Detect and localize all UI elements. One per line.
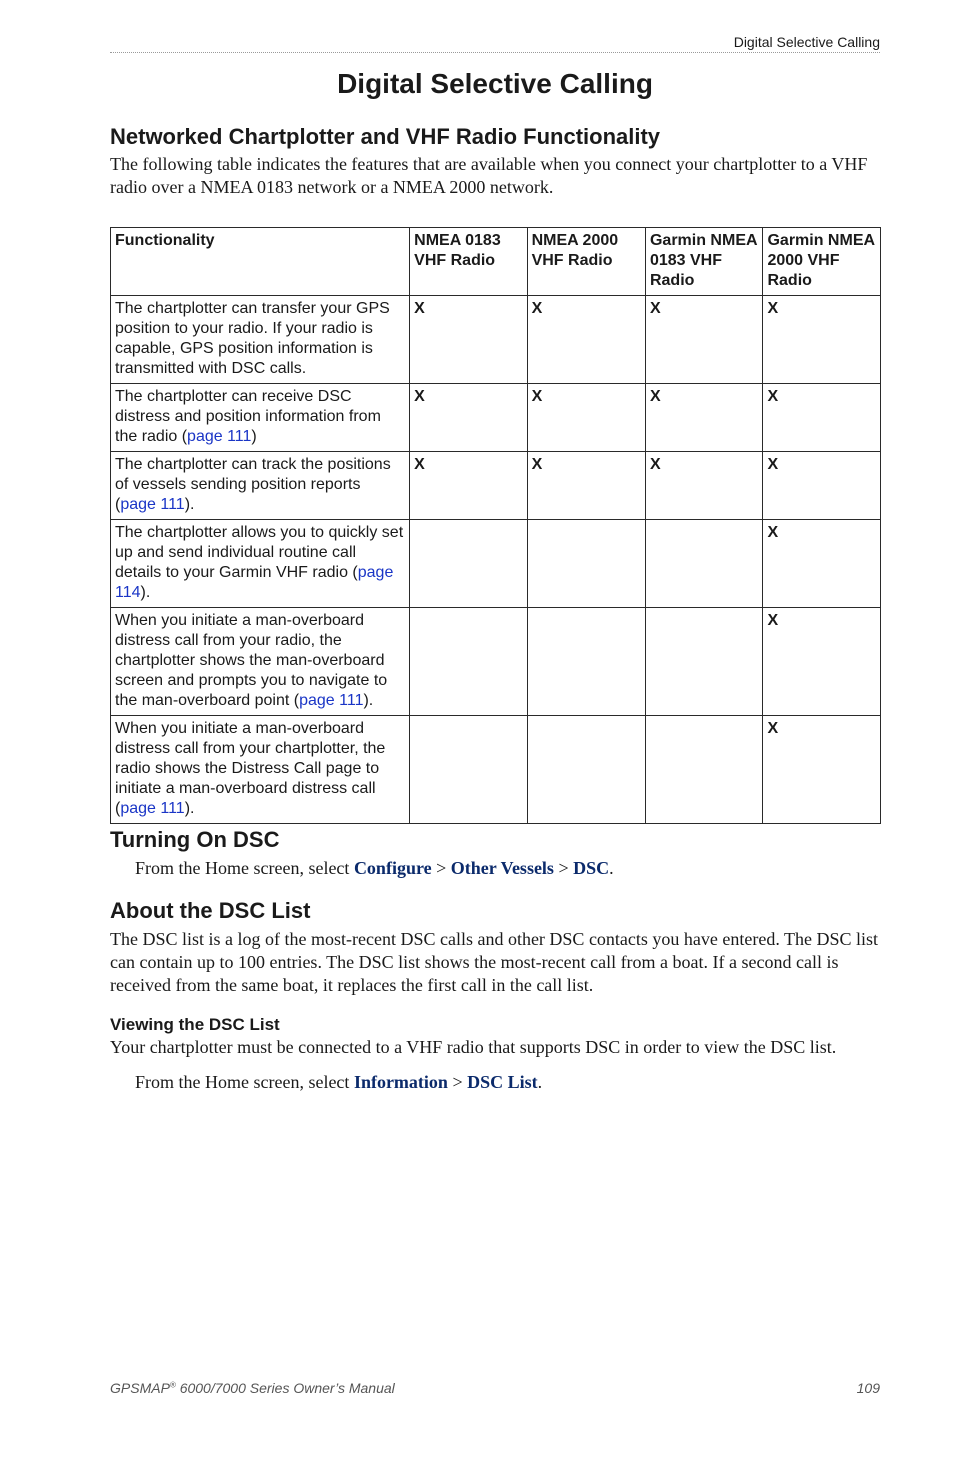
- header-garmin-nmea2000: Garmin NMEA 2000 VHF Radio: [763, 228, 881, 296]
- registered-mark: ®: [169, 1380, 176, 1390]
- row-description: [111, 608, 410, 716]
- page-link[interactable]: page 111: [120, 496, 185, 513]
- mark-cell: X: [645, 452, 763, 520]
- table-row: [111, 520, 881, 608]
- functionality-table: [110, 227, 881, 824]
- row-description: [111, 716, 410, 824]
- mark-cell: X: [763, 520, 881, 608]
- description-tail: ).: [140, 584, 151, 601]
- description-text: When you initiate a man-overboard distress call from your chartplotter, the radio shows the Distress Call page to initiate a man-overboard distress call (: [115, 720, 386, 817]
- step-turning-on-dsc: [135, 857, 910, 880]
- menu-separator: >: [431, 858, 451, 878]
- mark-cell: X: [410, 296, 527, 384]
- menu-configure[interactable]: Configure: [353, 858, 432, 878]
- menu-separator: >: [553, 858, 574, 878]
- footer-product: GPSMAP: [110, 1380, 170, 1396]
- mark-cell: X: [527, 296, 645, 384]
- mark-cell: [645, 608, 763, 716]
- mark-cell: [410, 716, 527, 824]
- page-link[interactable]: page 111: [299, 692, 364, 709]
- page-link[interactable]: page 111: [120, 800, 185, 817]
- step-viewing-dsc-list: [135, 1071, 910, 1094]
- section-heading-about-dsc-list: About the DSC List: [110, 898, 311, 923]
- mark-cell: X: [410, 452, 527, 520]
- mark-cell: X: [645, 296, 763, 384]
- row-description: [111, 384, 410, 452]
- section-intro: The following table indicates the features that are available when you connect your chartplotter to a VHF radio over a NMEA 0183 network or a NMEA 2000 network.: [110, 154, 868, 197]
- mark-cell: X: [763, 608, 881, 716]
- mark-cell: [645, 520, 763, 608]
- description-text: The chartplotter can track the positions of vessels sending position reports (: [115, 456, 391, 513]
- table-row: [111, 296, 881, 384]
- header-nmea0183: NMEA 0183 VHF Radio: [410, 228, 527, 296]
- section-heading-networked: Networked Chartplotter and VHF Radio Functionality: [110, 124, 661, 149]
- page-link[interactable]: page 111: [187, 428, 252, 445]
- menu-separator: >: [447, 1072, 468, 1092]
- dsc-list-description: The DSC list is a log of the most-recent DSC calls and other DSC contacts you have entered. The DSC list can contain up to 100 entries. The DSC list shows the most-recent call from a boat. If a second call is received from the same boat, it replaces the first call in the call list.: [110, 929, 879, 995]
- mark-cell: [410, 608, 527, 716]
- description-text: When you initiate a man-overboard distress call from your radio, the chartplotter shows the man-overboard screen and prompts you to navigate to the man-overboard point (: [115, 612, 388, 709]
- table-row: [111, 608, 881, 716]
- header-functionality: Functionality: [111, 228, 410, 296]
- step-end: .: [609, 858, 614, 878]
- row-description: [111, 296, 410, 384]
- header-nmea2000: NMEA 2000 VHF Radio: [527, 228, 645, 296]
- mark-cell: X: [763, 296, 881, 384]
- mark-cell: X: [763, 716, 881, 824]
- table-header-row: [111, 228, 881, 296]
- description-tail: ).: [184, 800, 195, 817]
- section-heading-turning-on-dsc: Turning On DSC: [110, 827, 280, 852]
- description-text: The chartplotter can transfer your GPS position to your radio. If your radio is capable, GPS position information is transmitted with DSC calls.: [115, 300, 390, 377]
- description-tail: ): [251, 428, 257, 445]
- description-text: The chartplotter allows you to quickly set up and send individual routine call details to your Garmin VHF radio (: [115, 524, 404, 581]
- menu-dsc-list[interactable]: DSC List: [467, 1072, 538, 1092]
- mark-cell: X: [763, 452, 881, 520]
- step-end: .: [537, 1072, 543, 1092]
- mark-cell: X: [527, 384, 645, 452]
- mark-cell: X: [527, 452, 645, 520]
- table-row: [111, 716, 881, 824]
- mark-cell: X: [645, 384, 763, 452]
- description-text: The chartplotter can receive DSC distress and position information from the radio (: [115, 388, 381, 445]
- mark-cell: [645, 716, 763, 824]
- mark-cell: [410, 520, 527, 608]
- table-row: [111, 452, 881, 520]
- mark-cell: [527, 608, 645, 716]
- step-text: From the Home screen, select: [135, 1072, 354, 1092]
- page-footer: [110, 1380, 880, 1396]
- mark-cell: X: [410, 384, 527, 452]
- description-tail: ).: [184, 496, 195, 513]
- page-number: 109: [856, 1380, 880, 1396]
- menu-dsc[interactable]: DSC: [573, 858, 610, 878]
- menu-other-vessels[interactable]: Other Vessels: [450, 858, 554, 878]
- row-description: [111, 452, 410, 520]
- mark-cell: [527, 520, 645, 608]
- step-text: From the Home screen, select: [135, 858, 354, 878]
- page-title: Digital Selective Calling: [337, 68, 653, 99]
- running-head: Digital Selective Calling: [110, 34, 880, 53]
- mark-cell: X: [763, 384, 881, 452]
- row-description: [111, 520, 410, 608]
- table-row: [111, 384, 881, 452]
- mark-cell: [527, 716, 645, 824]
- sub-heading-viewing-dsc-list: Viewing the DSC List: [110, 1015, 280, 1034]
- menu-information[interactable]: Information: [353, 1072, 448, 1092]
- footer-manual-title: 6000/7000 Series Owner’s Manual: [175, 1380, 395, 1396]
- page-link[interactable]: page 114: [115, 564, 394, 601]
- viewing-dsc-list-text: Your chartplotter must be connected to a VHF radio that supports DSC in order to view the DSC list.: [110, 1037, 837, 1057]
- description-tail: ).: [363, 692, 374, 709]
- header-garmin-nmea0183: Garmin NMEA 0183 VHF Radio: [645, 228, 763, 296]
